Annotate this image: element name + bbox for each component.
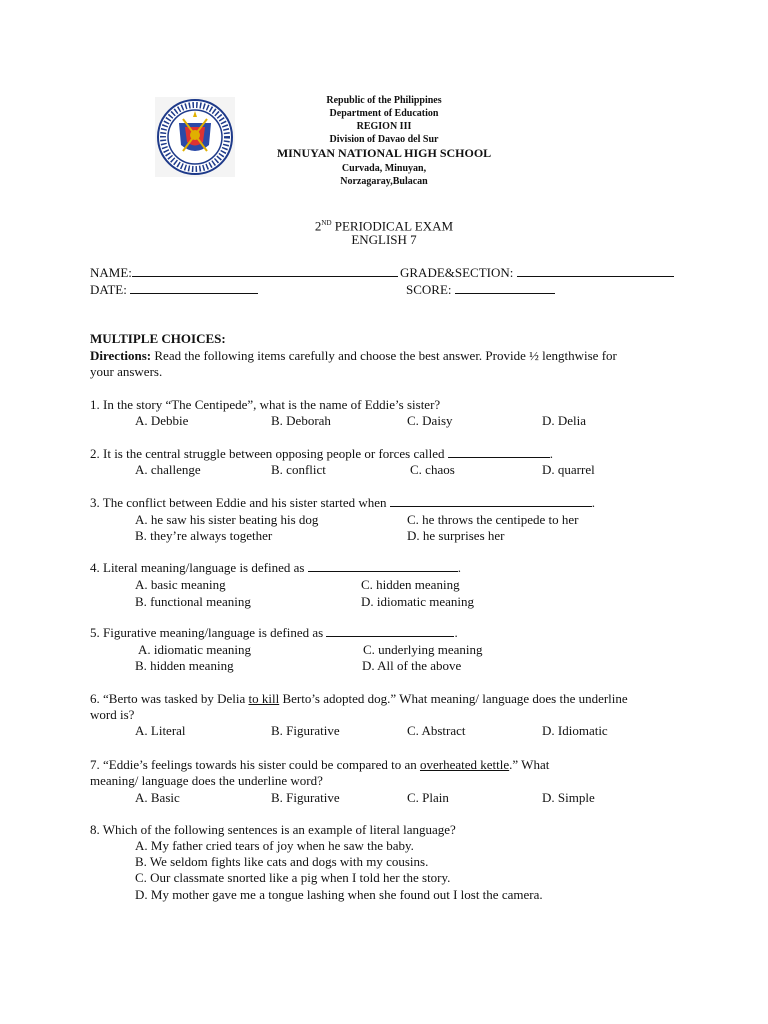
- q7-text-pre: 7. “Eddie’s feelings towards his sister could be compared to an: [90, 757, 420, 772]
- q1-choice-d[interactable]: D. Delia: [542, 413, 587, 428]
- q7-choice-b[interactable]: B. Figurative: [271, 790, 340, 805]
- name-blank[interactable]: [132, 265, 398, 277]
- q6-choice-c[interactable]: C. Abstract: [407, 723, 466, 738]
- q4-choice-b[interactable]: B. functional meaning: [135, 594, 251, 609]
- question-3: [90, 495, 595, 510]
- q2-period: .: [549, 446, 553, 461]
- directions-line-1: [90, 348, 617, 363]
- header-line1: Republic of the Philippines: [326, 95, 442, 106]
- question-4-text: 4. Literal meaning/language is defined as: [90, 560, 305, 575]
- q3-blank: [390, 495, 592, 507]
- header-division: Division of Davao del Sur: [329, 134, 439, 145]
- q8-choice-b[interactable]: B. We seldom fights like cats and dogs with my cousins.: [135, 854, 429, 869]
- q4-choice-d[interactable]: D. idiomatic meaning: [361, 594, 475, 609]
- exam-title-text: PERIODICAL EXAM: [331, 218, 454, 234]
- q3-choice-a[interactable]: A. he saw his sister beating his dog: [135, 512, 319, 527]
- q3-choice-c[interactable]: C. he throws the centipede to her: [407, 512, 579, 527]
- q6-underlined-phrase: to kill: [248, 691, 280, 706]
- name-label: NAME:: [90, 265, 132, 280]
- exam-subject: ENGLISH 7: [351, 232, 417, 247]
- directions-line-2: your answers.: [90, 364, 163, 379]
- q4-choice-a[interactable]: A. basic meaning: [135, 577, 226, 592]
- q5-period: .: [454, 625, 458, 640]
- question-5-text: 5. Figurative meaning/language is defined as: [90, 625, 324, 640]
- question-6-line-2: word is?: [90, 707, 135, 722]
- question-3-text: 3. The conflict between Eddie and his sister started when: [90, 495, 387, 510]
- q2-choice-a[interactable]: A. challenge: [135, 462, 201, 477]
- q3-choice-d[interactable]: D. he surprises her: [407, 528, 505, 543]
- school-address-1: Curvada, Minuyan,: [341, 163, 427, 174]
- exam-number-suffix: ND: [321, 219, 332, 227]
- q2-choice-c[interactable]: C. chaos: [410, 462, 455, 477]
- q5-choice-c[interactable]: C. underlying meaning: [363, 642, 483, 657]
- grade-section-blank[interactable]: [517, 265, 674, 277]
- q4-blank: [308, 560, 458, 572]
- q2-blank: [448, 446, 550, 458]
- date-label: DATE:: [90, 282, 127, 297]
- q7-text-post: .” What: [509, 757, 550, 772]
- q6-text-post: Berto’s adopted dog.” What meaning/ language does the underline: [279, 691, 628, 706]
- q7-choice-d[interactable]: D. Simple: [542, 790, 595, 805]
- header-region: REGION III: [356, 121, 412, 132]
- question-8-text: 8. Which of the following sentences is an example of literal language?: [90, 822, 456, 837]
- directions-label: Directions:: [90, 348, 152, 363]
- q8-choice-a[interactable]: A. My father cried tears of joy when he saw the baby.: [135, 838, 414, 853]
- directions-text: Read the following items carefully and choose the best answer. Provide ½ lengthwise for: [151, 348, 617, 363]
- q5-choice-a[interactable]: A. idiomatic meaning: [138, 642, 252, 657]
- q3-period: .: [591, 495, 596, 510]
- school-name: MINUYAN NATIONAL HIGH SCHOOL: [276, 146, 492, 160]
- question-7-line-1: [90, 757, 549, 772]
- q7-choice-a[interactable]: A. Basic: [135, 790, 180, 805]
- grade-section-label: GRADE&SECTION:: [400, 265, 514, 280]
- q6-choice-d[interactable]: D. Idiomatic: [542, 723, 608, 738]
- q1-choice-a[interactable]: A. Debbie: [135, 413, 189, 428]
- q8-choice-c[interactable]: C. Our classmate snorted like a pig when I told her the story.: [135, 870, 451, 885]
- grade-section-field[interactable]: [400, 265, 674, 280]
- question-5: [90, 625, 458, 640]
- q5-choice-d[interactable]: D. All of the above: [362, 658, 462, 673]
- q5-blank: [326, 625, 454, 637]
- q1-choice-b[interactable]: B. Deborah: [271, 413, 331, 428]
- header-line2: Department of Education: [329, 108, 439, 119]
- q8-choice-d[interactable]: D. My mother gave me a tongue lashing when she found out I lost the camera.: [135, 887, 543, 902]
- q6-text-pre: 6. “Berto was tasked by Delia: [90, 691, 249, 706]
- q6-choice-a[interactable]: A. Literal: [135, 723, 186, 738]
- q4-choice-c[interactable]: C. hidden meaning: [361, 577, 460, 592]
- q2-choice-d[interactable]: D. quarrel: [542, 462, 595, 477]
- name-field[interactable]: [90, 265, 398, 280]
- exam-number: 2: [314, 218, 322, 234]
- q6-choice-b[interactable]: B. Figurative: [271, 723, 340, 738]
- q3-choice-b[interactable]: B. they’re always together: [135, 528, 273, 543]
- q7-underlined-phrase: overheated kettle: [419, 757, 510, 772]
- q4-period: .: [457, 560, 461, 575]
- q5-choice-b[interactable]: B. hidden meaning: [135, 658, 234, 673]
- question-7-line-2: meaning/ language does the underline word?: [90, 773, 323, 788]
- school-address-2: Norzagaray,Bulacan: [340, 176, 428, 187]
- score-field[interactable]: [406, 282, 555, 297]
- question-4: [90, 560, 461, 575]
- date-field[interactable]: [90, 282, 258, 297]
- q1-choice-c[interactable]: C. Daisy: [407, 413, 453, 428]
- question-2-text: 2. It is the central struggle between opposing people or forces called: [90, 446, 445, 461]
- date-blank[interactable]: [130, 282, 258, 294]
- section-title: MULTIPLE CHOICES:: [90, 331, 226, 346]
- score-label: SCORE:: [406, 282, 452, 297]
- question-6-line-1: [90, 691, 628, 706]
- score-blank[interactable]: [455, 282, 555, 294]
- q7-choice-c[interactable]: C. Plain: [407, 790, 449, 805]
- question-2: [90, 446, 553, 461]
- question-1-text: 1. In the story “The Centipede”, what is the name of Eddie’s sister?: [90, 397, 441, 412]
- q2-choice-b[interactable]: B. conflict: [271, 462, 326, 477]
